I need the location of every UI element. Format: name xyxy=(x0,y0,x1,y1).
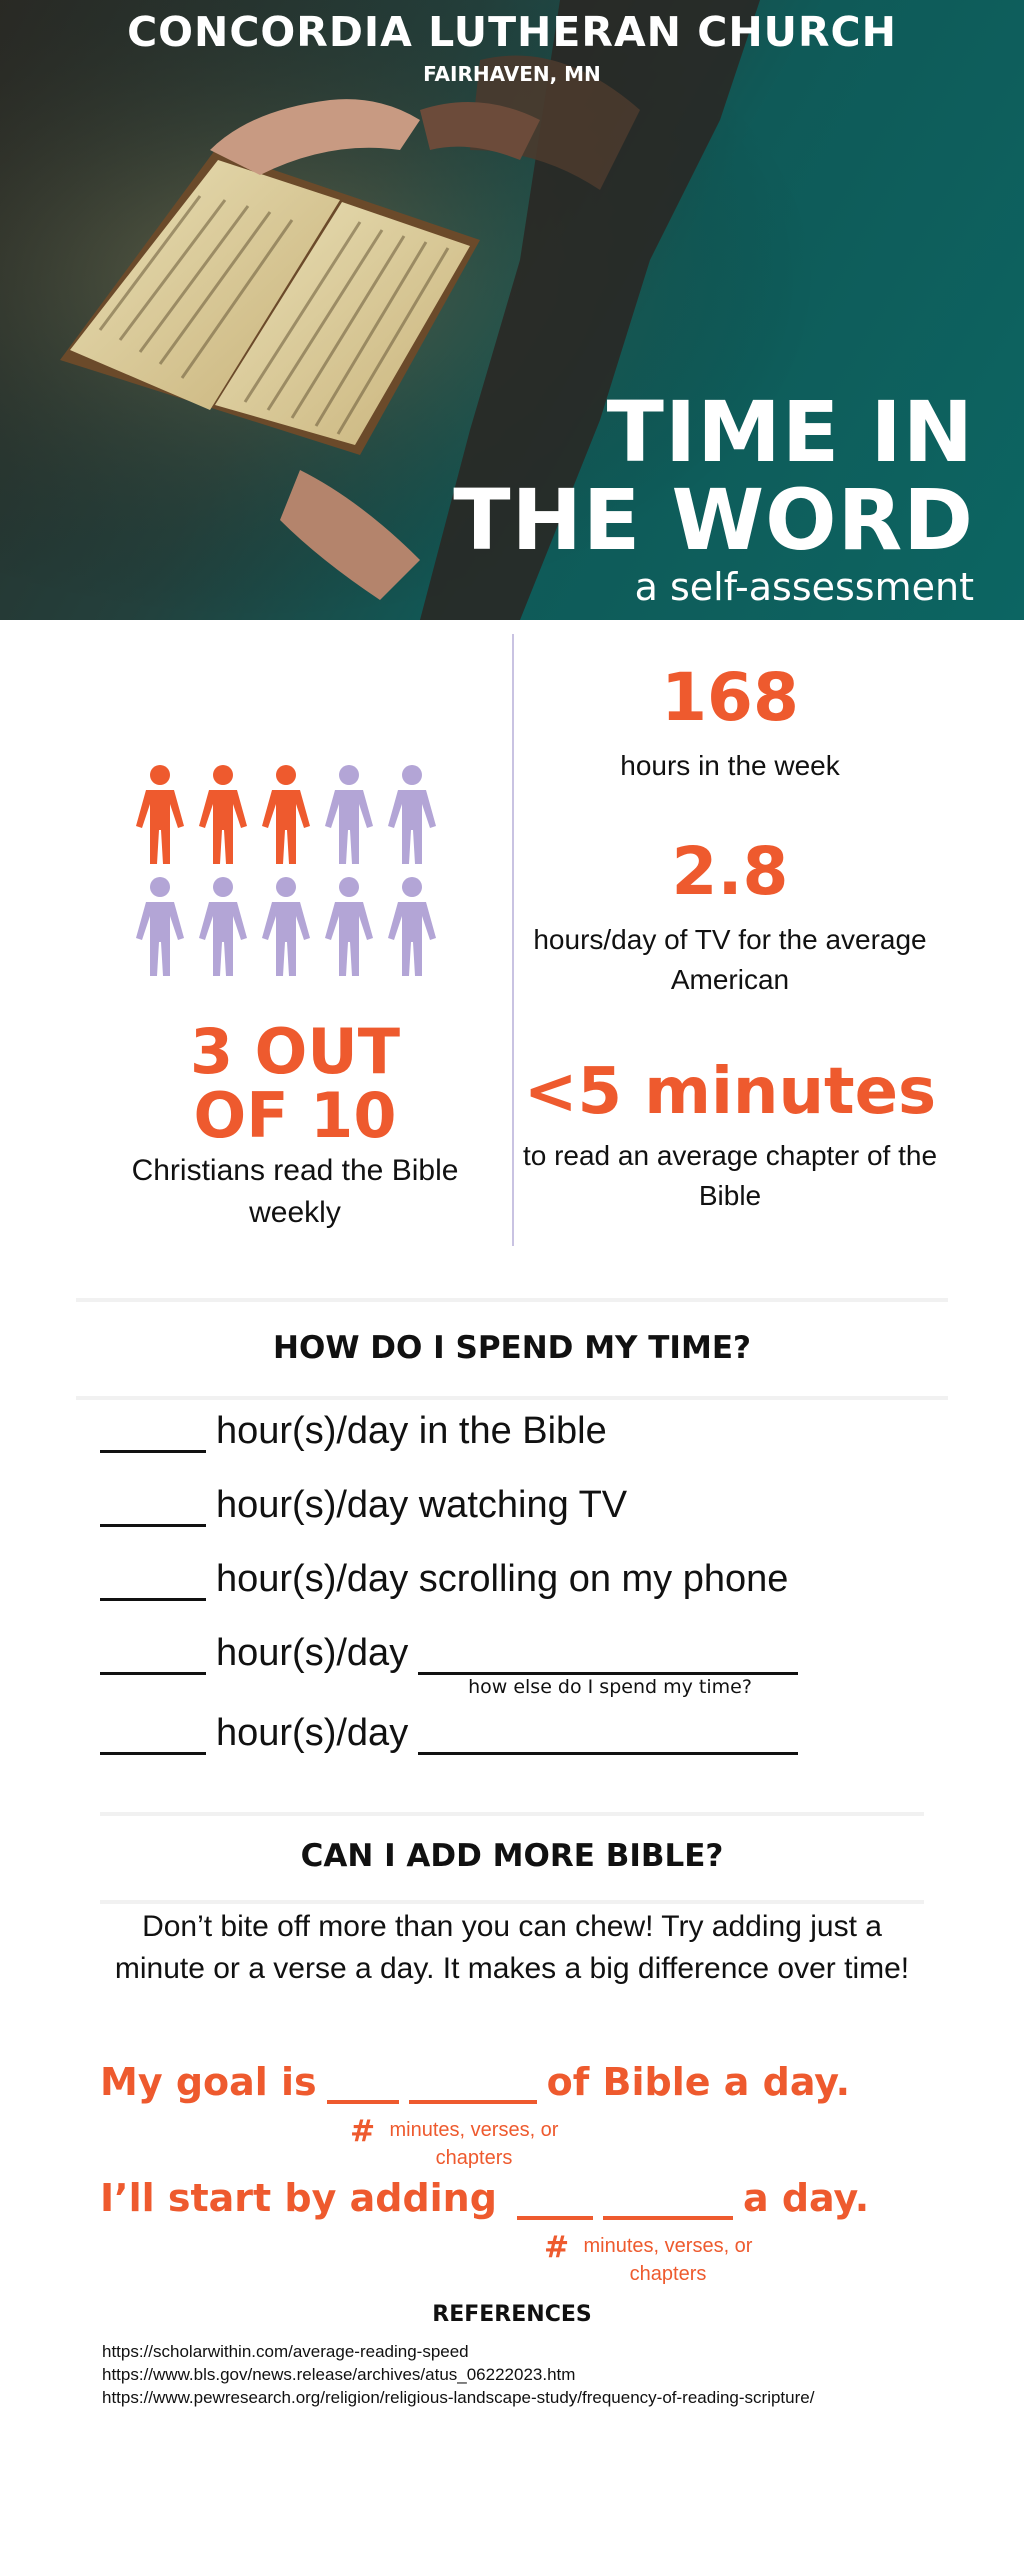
spend-heading: HOW DO I SPEND MY TIME? xyxy=(273,1330,751,1366)
section-divider-top xyxy=(100,1812,924,1816)
start-unit-blank[interactable] xyxy=(603,2176,733,2220)
section-divider-bottom xyxy=(76,1396,948,1400)
reference-link[interactable]: https://scholarwithin.com/average-reading-speed xyxy=(102,2342,469,2361)
stats-divider xyxy=(512,634,514,1246)
start-suffix: a day. xyxy=(742,2176,870,2220)
references-heading: REFERENCES xyxy=(432,2302,592,2327)
page-title xyxy=(453,383,974,569)
goal-unit-blank[interactable] xyxy=(409,2060,537,2104)
title-line-2: THE WORD xyxy=(453,471,974,569)
hero-banner xyxy=(0,0,1024,620)
hours-blank[interactable] xyxy=(100,1558,206,1601)
stat-chapter-value: <5 minutes xyxy=(523,1055,937,1129)
person-icon xyxy=(388,877,436,976)
stat-tv-caption: hours/day of TV for the average American xyxy=(533,924,927,995)
stat-chapter-caption: to read an average chapter of the Bible xyxy=(522,1140,938,1211)
activity-blank[interactable] xyxy=(418,1632,798,1675)
hours-blank[interactable] xyxy=(100,1712,206,1755)
goal-number-blank[interactable] xyxy=(327,2060,399,2104)
ratio-stat xyxy=(95,1015,495,1152)
section-divider-top xyxy=(76,1298,948,1302)
ratio-line-1: 3 OUT xyxy=(189,1015,401,1088)
time-row-other-1 xyxy=(100,1632,798,1680)
hours-blank[interactable] xyxy=(100,1410,206,1453)
person-icon xyxy=(388,765,436,864)
reference-link[interactable]: https://www.pewresearch.org/religion/religious-landscape-study/frequency-of-reading-scripture/ xyxy=(102,2388,815,2407)
stat-tv xyxy=(520,832,940,1000)
people-pictogram xyxy=(128,758,460,990)
unit-hint: minutes, verses, or chapters xyxy=(583,2235,753,2285)
stat-hours-week-caption: hours in the week xyxy=(620,750,840,781)
start-prefix: I’ll start by adding xyxy=(100,2176,497,2220)
time-row-phone xyxy=(100,1558,788,1606)
time-row-label: hour(s)/day xyxy=(216,1632,409,1674)
page-subtitle: a self-assessment xyxy=(634,565,974,609)
unit-hint: minutes, verses, or chapters xyxy=(389,2119,559,2169)
time-row-label: hour(s)/day watching TV xyxy=(216,1484,628,1526)
time-row-tv xyxy=(100,1484,627,1532)
stat-hours-week-value: 168 xyxy=(661,659,799,736)
section-divider-bottom xyxy=(100,1900,924,1904)
person-icon xyxy=(262,765,310,864)
start-statement xyxy=(100,2176,869,2226)
person-icon xyxy=(136,765,184,864)
stat-tv-value: 2.8 xyxy=(671,833,789,910)
other-activity-hint: how else do I spend my time? xyxy=(468,1676,752,1698)
goal-prefix: My goal is xyxy=(100,2060,317,2104)
activity-blank[interactable] xyxy=(418,1712,798,1755)
time-row-bible xyxy=(100,1410,607,1458)
number-symbol: # xyxy=(350,2114,376,2149)
person-icon xyxy=(136,877,184,976)
person-icon xyxy=(325,877,373,976)
ratio-line-2: OF 10 xyxy=(193,1079,397,1152)
hours-blank[interactable] xyxy=(100,1632,206,1675)
stat-hours-week xyxy=(520,658,940,786)
hours-blank[interactable] xyxy=(100,1484,206,1527)
person-icon xyxy=(199,765,247,864)
person-icon xyxy=(325,765,373,864)
time-row-other-2 xyxy=(100,1712,798,1760)
add-more-tip: Don’t bite off more than you can chew! Try adding just a minute or a verse a day. It makes a big difference over time! xyxy=(114,1910,910,1985)
person-icon xyxy=(199,877,247,976)
time-row-label: hour(s)/day scrolling on my phone xyxy=(216,1558,789,1600)
title-line-1: TIME IN xyxy=(606,383,974,481)
add-more-heading: CAN I ADD MORE BIBLE? xyxy=(300,1838,724,1874)
ratio-caption: Christians read the Bible weekly xyxy=(131,1154,459,1229)
time-row-label: hour(s)/day xyxy=(216,1712,409,1754)
references-list xyxy=(102,2340,814,2409)
church-location: FAIRHAVEN, MN xyxy=(423,62,601,86)
time-row-label: hour(s)/day in the Bible xyxy=(216,1410,607,1452)
stat-chapter xyxy=(520,1050,940,1216)
reference-link[interactable]: https://www.bls.gov/news.release/archives/atus_06222023.htm xyxy=(102,2365,576,2384)
goal-suffix: of Bible a day. xyxy=(546,2060,851,2104)
person-icon xyxy=(262,877,310,976)
number-symbol: # xyxy=(544,2230,570,2265)
goal-statement xyxy=(100,2060,850,2110)
start-number-blank[interactable] xyxy=(517,2176,593,2220)
church-name: CONCORDIA LUTHERAN CHURCH xyxy=(127,8,897,56)
